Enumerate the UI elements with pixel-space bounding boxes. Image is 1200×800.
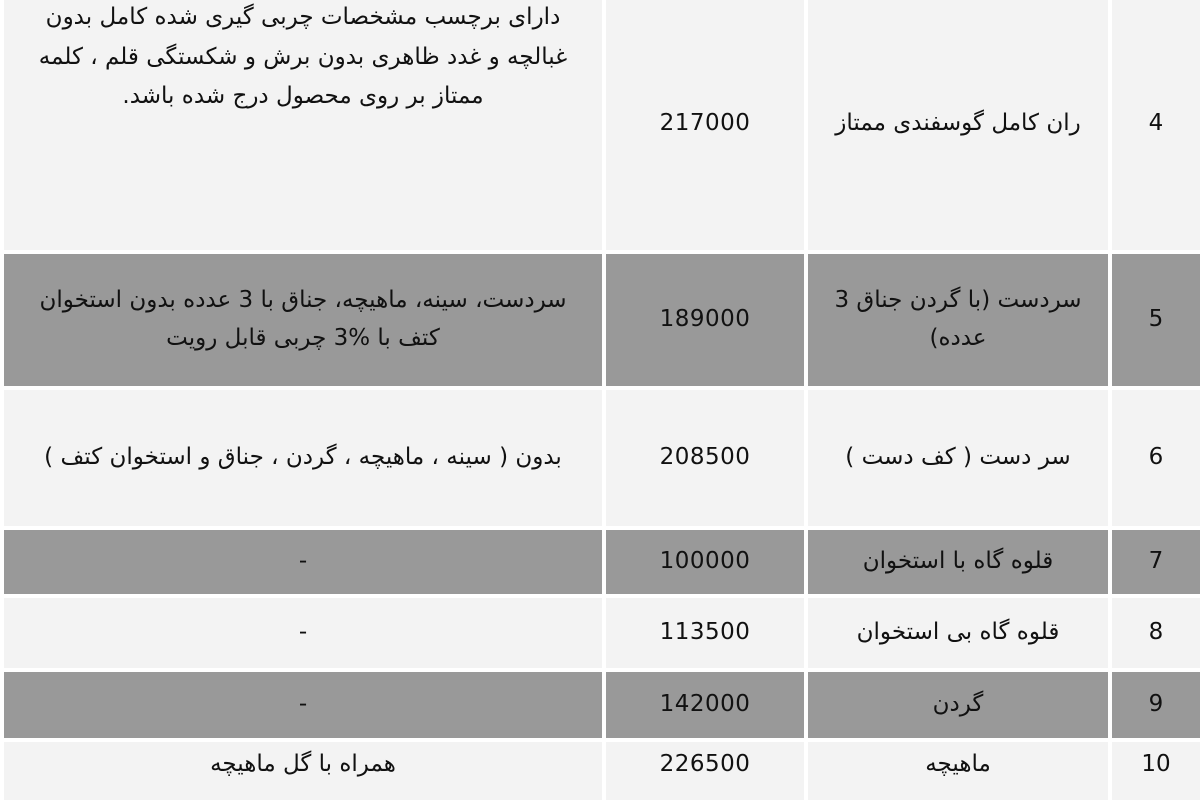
table-row [4,254,1200,386]
description-cell: - [4,598,602,668]
table-row [4,390,1200,526]
row-number-cell: 7 [1112,530,1200,594]
product-name-cell: ران کامل گوسفندی ممتاز [808,0,1108,250]
table-row [4,742,1200,800]
description-cell: سردست، سینه، ماهیچه، جناق با 3 عدده بدون استخوان کتف با %3 چربی قابل رویت [4,254,602,386]
description-cell: دارای برچسب مشخصات چربی گیری شده کامل بدون غبالچه و غدد ظاهری بدون برش و شکستگی قلم ، کلمه ممتاز بر روی محصول درج شده باشد. [4,0,602,250]
row-number-cell: 10 [1112,742,1200,800]
product-name-cell: سر دست ( کف دست ) [808,390,1108,526]
product-name-cell: گردن [808,672,1108,738]
row-number-cell: 8 [1112,598,1200,668]
price-cell: 208500 [606,390,804,526]
description-cell: - [4,672,602,738]
description-cell: همراه با گل ماهیچه [4,742,602,800]
description-cell: بدون ( سینه ، ماهیچه ، گردن ، جناق و استخوان کتف ) [4,390,602,526]
table-row [4,530,1200,594]
row-number-cell: 9 [1112,672,1200,738]
price-cell: 100000 [606,530,804,594]
price-cell: 189000 [606,254,804,386]
price-cell: 142000 [606,672,804,738]
row-number-cell: 6 [1112,390,1200,526]
row-number-cell: 5 [1112,254,1200,386]
price-cell: 113500 [606,598,804,668]
row-number-cell: 4 [1112,0,1200,250]
table-row [4,0,1200,250]
product-name-cell: قلوه گاه با استخوان [808,530,1108,594]
price-cell: 226500 [606,742,804,800]
table-row [4,672,1200,738]
product-name-cell: قلوه گاه بی استخوان [808,598,1108,668]
product-name-cell: ماهیچه [808,742,1108,800]
price-cell: 217000 [606,0,804,250]
description-cell: - [4,530,602,594]
product-name-cell: سردست (با گردن جناق 3 عدده) [808,254,1108,386]
table-row [4,598,1200,668]
